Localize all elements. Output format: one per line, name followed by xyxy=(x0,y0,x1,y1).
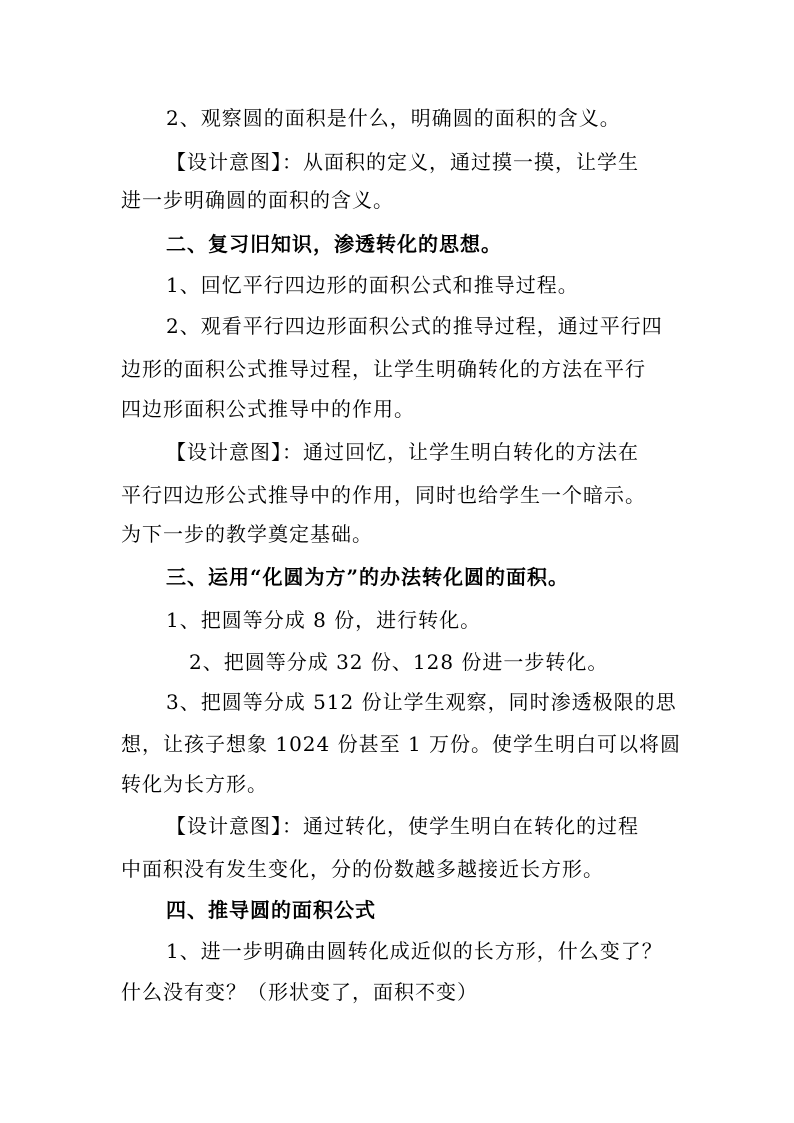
paragraph-line: 什么没有变？（形状变了，面积不变） xyxy=(121,980,478,1004)
paragraph-line: 2、观看平行四边形面积公式的推导过程，通过平行四 xyxy=(166,314,663,338)
paragraph-line: 平行四边形公式推导中的作用，同时也给学生一个暗示。 xyxy=(121,483,646,507)
section-heading: 二、复习旧知识，渗透转化的思想。 xyxy=(166,232,502,256)
paragraph-line: 中面积没有发生变化，分的份数越多越接近长方形。 xyxy=(121,857,604,881)
paragraph-line: 边形的面积公式推导过程，让学生明确转化的方法在平行 xyxy=(121,357,646,381)
paragraph-line: 3、把圆等分成 512 份让学生观察，同时渗透极限的思 xyxy=(166,690,677,714)
paragraph-line: 2、把圆等分成 32 份、128 份进一步转化。 xyxy=(189,650,609,674)
paragraph-line: 1、进一步明确由圆转化成近似的长方形，什么变了？ xyxy=(166,939,663,963)
paragraph-line: 2、观察圆的面积是什么，明确圆的面积的含义。 xyxy=(166,106,621,130)
paragraph-line: 【设计意图】：从面积的定义，通过摸一摸，让学生 xyxy=(166,150,639,174)
section-heading: 三、运用“化圆为方”的办法转化圆的面积。 xyxy=(166,565,570,589)
paragraph-line: 进一步明确圆的面积的含义。 xyxy=(121,188,394,212)
paragraph-line: 想，让孩子想象 1024 份甚至 1 万份。使学生明白可以将圆 xyxy=(121,732,682,756)
paragraph-line: 四边形面积公式推导中的作用。 xyxy=(121,397,415,421)
paragraph-line: 为下一步的教学奠定基础。 xyxy=(121,522,373,546)
paragraph-line: 【设计意图】：通过回忆，让学生明白转化的方法在 xyxy=(166,440,639,464)
paragraph-line: 【设计意图】：通过转化，使学生明白在转化的过程 xyxy=(166,814,639,838)
paragraph-line: 1、回忆平行四边形的面积公式和推导过程。 xyxy=(166,273,579,297)
section-heading: 四、推导圆的面积公式 xyxy=(166,898,376,922)
paragraph-line: 转化为长方形。 xyxy=(121,772,268,796)
paragraph-line: 1、把圆等分成 8 份，进行转化。 xyxy=(166,608,482,632)
